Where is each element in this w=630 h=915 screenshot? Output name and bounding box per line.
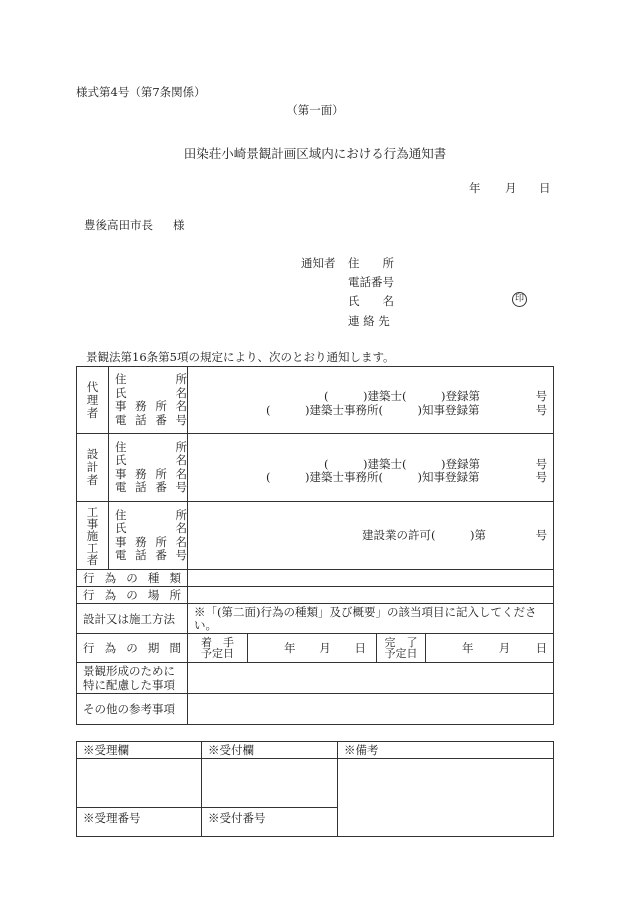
designer-title: 設 計 者 <box>77 434 109 502</box>
agent-office-line: ( )建築士事務所( )知事登録第 <box>266 402 480 417</box>
agent-row <box>77 367 554 434</box>
other-label: その他の参考事項 <box>77 694 188 725</box>
act-place-label: 行 為 の 場 所 <box>77 587 188 604</box>
start-date-input[interactable]: 年 月 日 <box>248 634 377 663</box>
document-title: 田染荘小崎景観計画区域内における行為通知書 <box>183 146 447 161</box>
act-type-row <box>77 570 554 587</box>
date-day: 日 <box>539 181 551 195</box>
contractor-input-area[interactable]: 建設業の許可( )第 号 <box>188 502 554 570</box>
receive-box[interactable] <box>202 759 338 808</box>
act-type-input[interactable] <box>188 570 554 587</box>
agent-title: 代 理 者 <box>77 367 109 434</box>
method-label: 設計又は施工方法 <box>77 604 188 634</box>
notifier-contact-label: 連 絡 先 <box>348 314 390 328</box>
contractor-license-line: 建設業の許可( )第 <box>362 527 486 542</box>
addressee-honorific: 様 <box>173 218 185 232</box>
receive-column-header: ※受付欄 <box>202 742 338 759</box>
page-label: （第一面） <box>286 103 344 117</box>
remarks-column-header: ※備考 <box>338 742 554 759</box>
intro-text: 景観法第16条第5項の規定により、次のとおり通知します。 <box>86 350 395 364</box>
period-label: 行 為 の 期 間 <box>77 634 188 663</box>
agent-field-labels: 住 所 氏 名 事 務 所 名 電 話 番 号 <box>109 367 188 434</box>
designer-registration-line: ( )建築士( )登録第 <box>324 456 480 471</box>
period-row <box>77 634 554 663</box>
receive-number-label: ※受付番号 <box>202 808 338 837</box>
contractor-title: 工 事 施 工 者 <box>77 502 109 570</box>
date-year: 年 <box>469 181 481 195</box>
act-type-label: 行 為 の 種 類 <box>77 570 188 587</box>
notifier-address-label: 住 所 <box>348 256 394 270</box>
method-row <box>77 604 554 634</box>
act-place-input[interactable] <box>188 587 554 604</box>
designer-input-area[interactable]: ( )建築士( )登録第 号 ( )建築士事務所( )知事登録第 号 <box>188 434 554 502</box>
notifier-label: 通知者 <box>301 256 336 270</box>
date-month: 月 <box>505 181 517 195</box>
notifier-phone-label: 電話番号 <box>348 275 394 289</box>
start-date-label: 着 手 予定日 <box>188 634 248 663</box>
notifier-name-label: 氏 名 <box>348 294 394 308</box>
remarks-box[interactable] <box>338 759 554 837</box>
contractor-field-labels: 住 所 氏 名 事 務 所 名 電 話 番 号 <box>109 502 188 570</box>
accept-box[interactable] <box>77 759 202 808</box>
end-date-input[interactable]: 年 月 日 <box>426 634 554 663</box>
other-row <box>77 694 554 725</box>
agent-registration-line: ( )建築士( )登録第 <box>324 389 480 403</box>
seal-mark: 印 <box>512 292 527 307</box>
agent-input-area[interactable]: ( )建築士( )登録第 号 ( )建築士事務所( )知事登録第 号 <box>188 367 554 434</box>
contractor-row <box>77 502 554 570</box>
addressee-name: 豊後高田市長 <box>84 218 153 232</box>
method-note[interactable]: ※「(第二面)行為の種類」及び概要」の該当項目に記入してください。 <box>188 604 554 634</box>
form-number: 様式第4号（第7条関係） <box>76 85 206 99</box>
accept-number-label: ※受理番号 <box>77 808 202 837</box>
consideration-label: 景観形成のために 特に配慮した事項 <box>77 663 188 694</box>
act-place-row <box>77 587 554 604</box>
notification-table <box>76 366 554 725</box>
consideration-row <box>77 663 554 694</box>
receipt-table <box>76 741 554 837</box>
designer-field-labels: 住 所 氏 名 事 務 所 名 電 話 番 号 <box>109 434 188 502</box>
accept-column-header: ※受理欄 <box>77 742 202 759</box>
designer-office-line: ( )建築士事務所( )知事登録第 <box>266 470 480 484</box>
other-input[interactable] <box>188 694 554 725</box>
consideration-input[interactable] <box>188 663 554 694</box>
designer-row <box>77 434 554 502</box>
end-date-label: 完 了 予定日 <box>377 634 426 663</box>
